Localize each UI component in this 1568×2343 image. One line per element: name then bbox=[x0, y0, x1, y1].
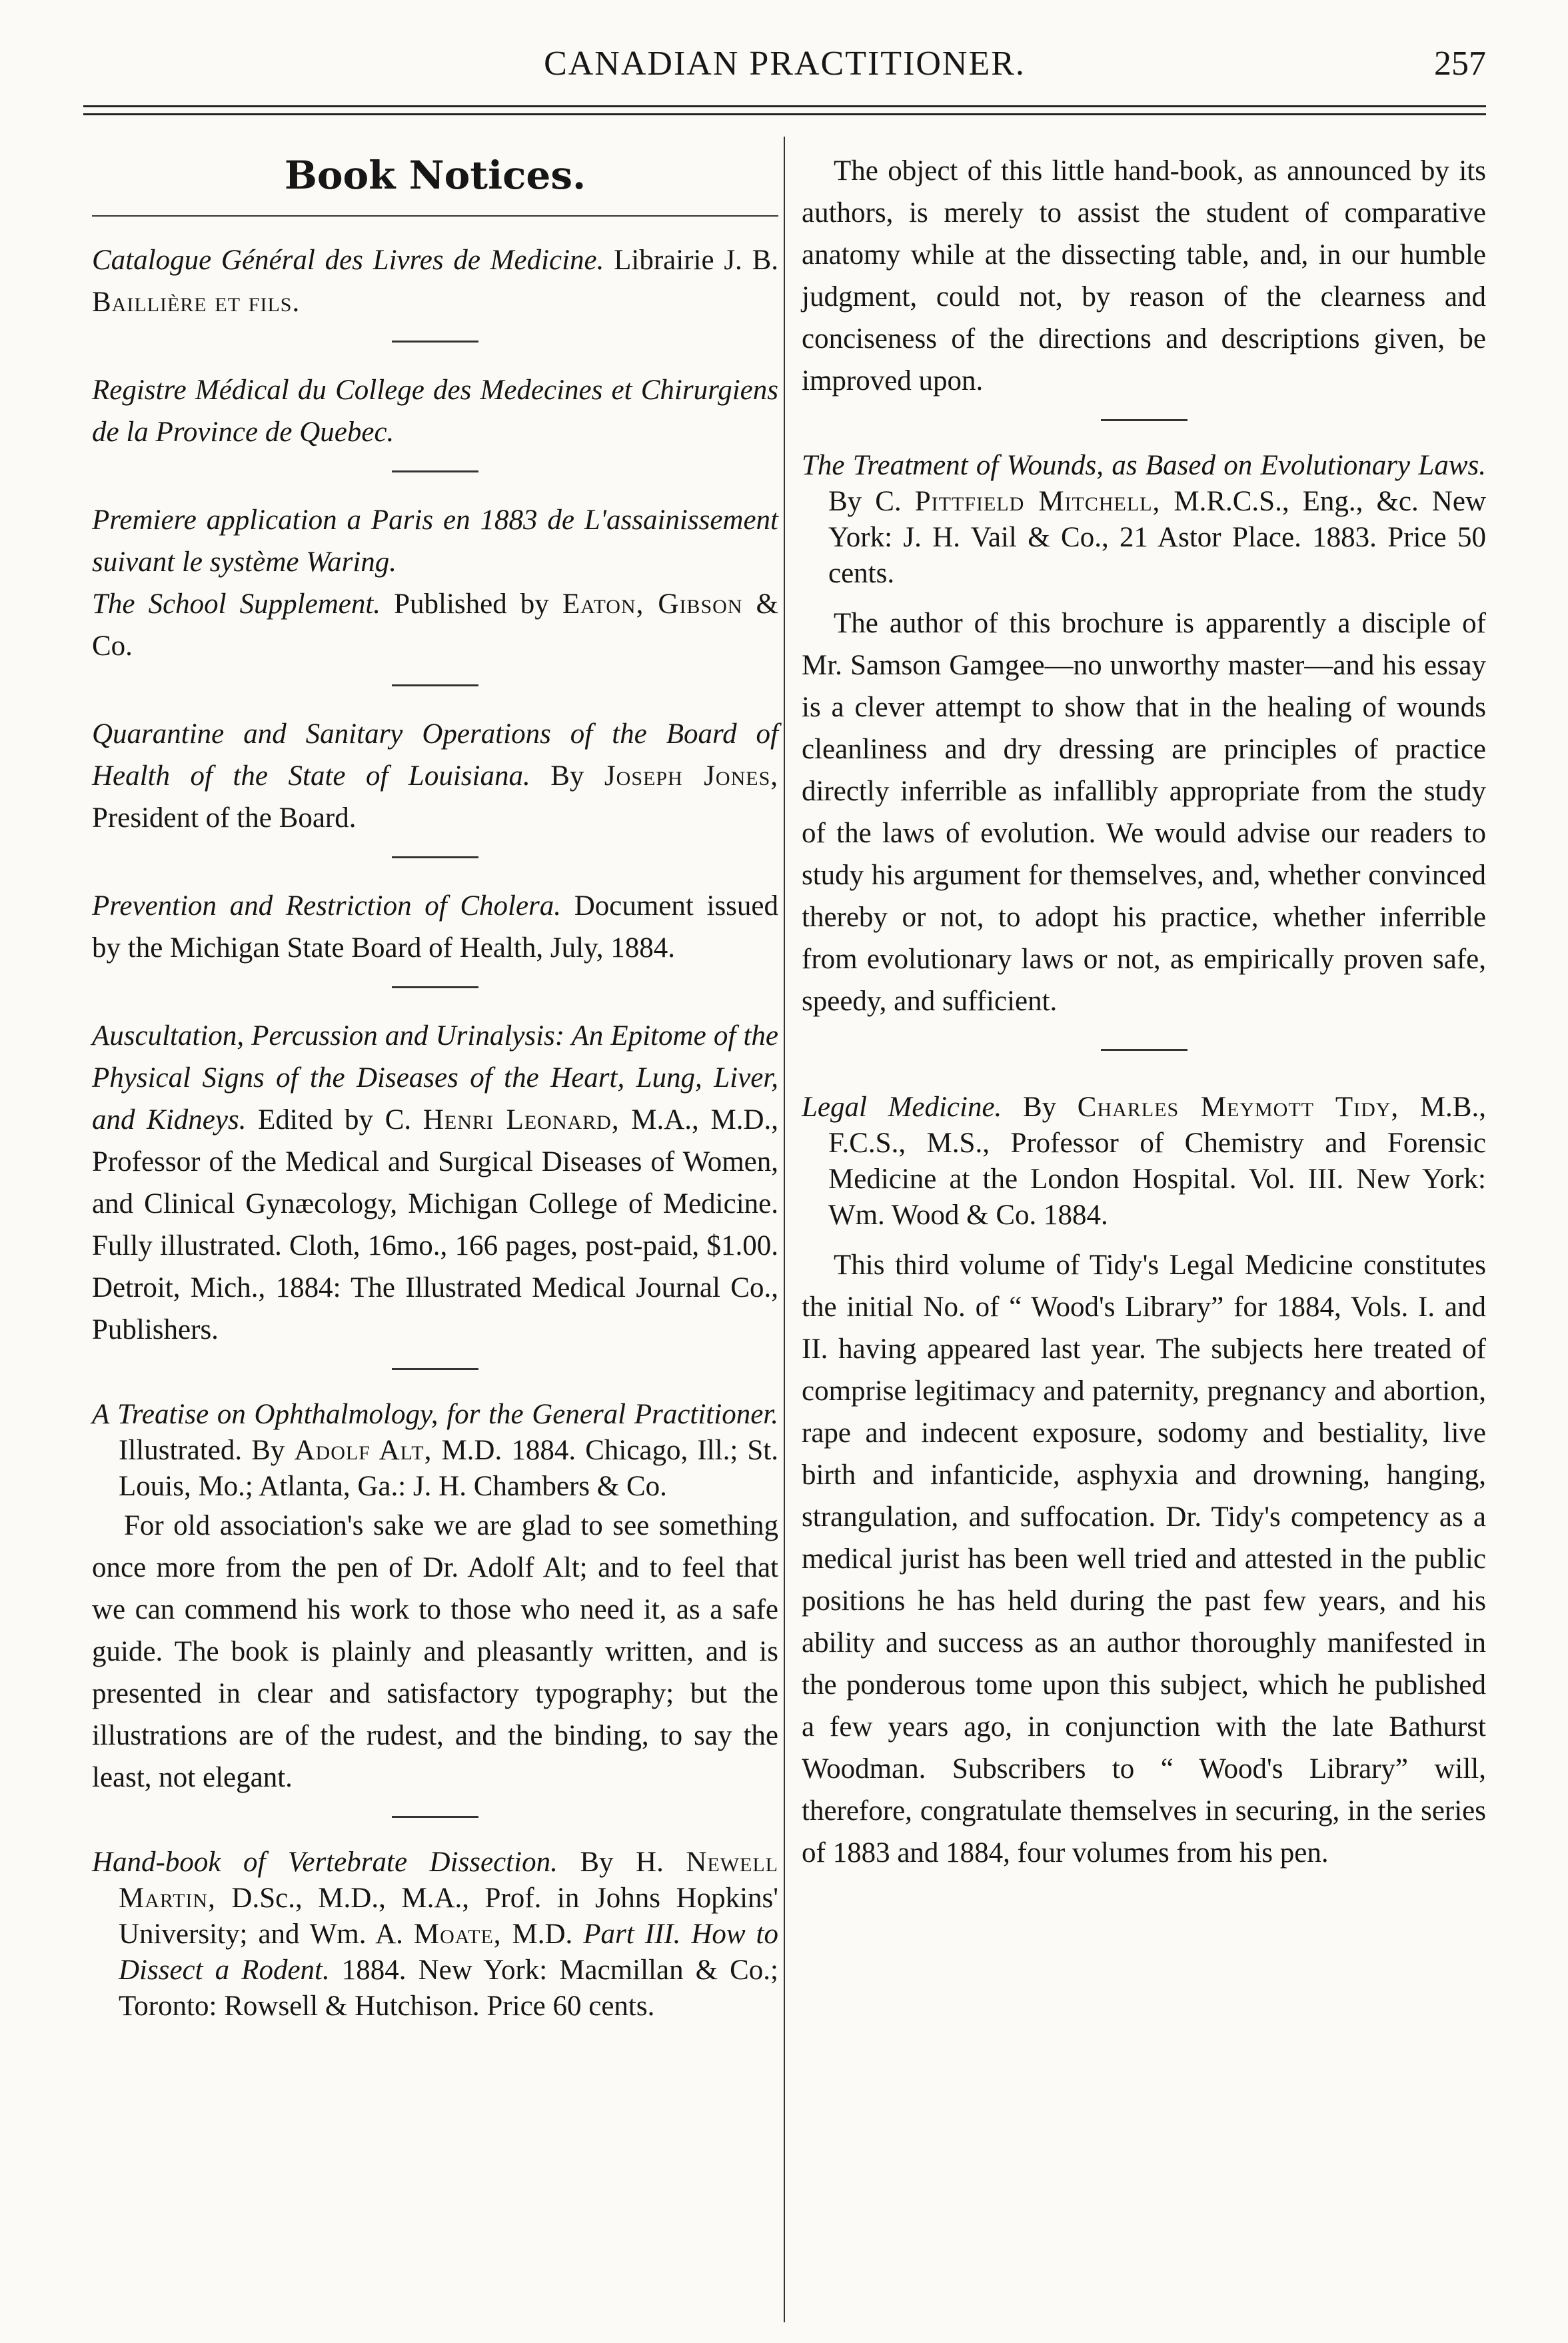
divider bbox=[392, 1368, 478, 1370]
divider bbox=[392, 986, 478, 988]
notice-auscultation: Auscultation, Percussion and Urinalysis: An Epitome of the Physical Signs of the Diseases of the Heart, Lung, Liver, and Kidneys. Edited by C. Henri Leonard, M.A., M.D., Professor of the Medical and Surgical Diseases of Women, and Clinical Gynæcology, Michigan College of Medicine. Fully illustrated. Cloth, 16mo., 166 pages, post-paid, $1.00. Detroit, Mich., 1884: The Illustrated Medical Journal Co., Publishers. bbox=[92, 1020, 778, 1345]
divider bbox=[392, 1816, 478, 1818]
notice-catalogue: Catalogue Général des Livres de Medicine. Librairie J. B. Baillière et fils. bbox=[92, 245, 778, 318]
page-header bbox=[83, 44, 1486, 104]
column-divider bbox=[784, 137, 785, 2322]
review-wounds: The author of this brochure is apparently a disciple of Mr. Samson Gamgee—no unworthy master—and his essay is a clever attempt to show that in the healing of wounds cleanliness and dry dressing are principles of practice directly inferrible as infallibly appropriate from the study of the laws of evolution. We would advise our readers to study his argument for themselves, and, whether convinced thereby or not, to adopt his practice, whether inferrible from evolutionary laws or not, as empirically proven safe, speedy, and sufficient. bbox=[802, 608, 1486, 1017]
divider bbox=[1101, 1049, 1187, 1051]
header-rule-bottom bbox=[83, 113, 1486, 115]
notice-ophthalmology: A Treatise on Ophthalmology, for the General Practitioner. Illustrated. By Adolf Alt, M.D. 1884. Chicago, Ill.; St. Louis, Mo.; Atlanta, Ga.: J. H. Chambers & Co. bbox=[92, 1399, 778, 1502]
right-column bbox=[802, 150, 1486, 1874]
divider bbox=[392, 470, 478, 472]
header-rule-top bbox=[83, 105, 1486, 107]
divider bbox=[392, 856, 478, 858]
notice-louisiana: Quarantine and Sanitary Operations of the Board of Health of the State of Louisiana. By Joseph Jones, President of the Board. bbox=[92, 718, 779, 834]
notice-school-supplement: The School Supplement. Published by Eaton, Gibson & Co. bbox=[92, 588, 778, 662]
notice-waring: Premiere application a Paris en 1883 de L'assainissement suivant le système Waring. bbox=[92, 504, 778, 578]
left-column bbox=[92, 150, 778, 2024]
notice-wounds: The Treatment of Wounds, as Based on Evolutionary Laws. By C. Pittfield Mitchell, M.R.C.S., Eng., &c. New York: J. H. Vail & Co., 21 Astor Place. 1883. Price 50 cents. bbox=[802, 450, 1486, 589]
notice-vertebrate-dissection: Hand-book of Vertebrate Dissection. By H. Newell Martin, D.Sc., M.D., M.A., Prof. in Johns Hopkins' University; and Wm. A. Moate, M.D. Part III. How to Dissect a Rodent. 1884. New York: Macmillan & Co.; Toronto: Rowsell & Hutchison. Price 60 cents. bbox=[92, 1847, 778, 2022]
notice-legal-medicine: Legal Medicine. By Charles Meymott Tidy, M.B., F.C.S., M.S., Professor of Chemistry and Forensic Medicine at the London Hospital. Vol. III. New York: Wm. Wood & Co. 1884. bbox=[802, 1092, 1486, 1231]
review-ophthalmology: For old association's sake we are glad to see something once more from the pen of Dr. Adolf Alt; and to feel that we can commend his work to those who need it, as a safe guide. The book is plainly and pleasantly written, and is presented in clear and satisfactory typography; but the illustrations are of the rudest, and the binding, to say the least, not elegant. bbox=[92, 1510, 778, 1793]
review-vertebrate-dissection: The object of this little hand-book, as announced by its authors, is merely to assist the student of comparative anatomy while at the dissecting table, and, in our humble judgment, could not, by reason of the clearness and conciseness of the directions and descriptions given, be improved upon. bbox=[802, 155, 1486, 396]
divider bbox=[392, 341, 478, 343]
running-title: CANADIAN PRACTITIONER. bbox=[544, 45, 1026, 83]
review-legal-medicine: This third volume of Tidy's Legal Medicine constitutes the initial No. of “ Wood's Library” for 1884, Vols. I. and II. having appeared last year. The subjects here treated of comprise legitimacy and paternity, pregnancy and abortion, rape and indecent exposure, sodomy and bestiality, live birth and infanticide, asphyxia and drowning, hanging, strangulation, and suffocation. Dr. Tidy's competency as a medical jurist has been well tried and attested in the public positions he has held during the past few years, and his ability and success as an author thoroughly manifested in the ponderous tome upon this subject, which he published a few years ago, in conjunction with the late Bathurst Woodman. Subscribers to “ Wood's Library” will, therefore, congratulate themselves in securing, in the series of 1883 and 1884, four volumes from his pen. bbox=[802, 1249, 1486, 1869]
notice-cholera: Prevention and Restriction of Cholera. Document issued by the Michigan State Board of Health, July, 1884. bbox=[92, 890, 778, 964]
heading-rule bbox=[92, 215, 778, 217]
notice-registre: Registre Médical du College des Medecines et Chirurgiens de la Province de Quebec. bbox=[92, 375, 778, 448]
page-number: 257 bbox=[1434, 45, 1486, 83]
divider bbox=[392, 684, 478, 686]
section-heading: Book Notices. bbox=[284, 153, 586, 198]
divider bbox=[1101, 419, 1187, 421]
